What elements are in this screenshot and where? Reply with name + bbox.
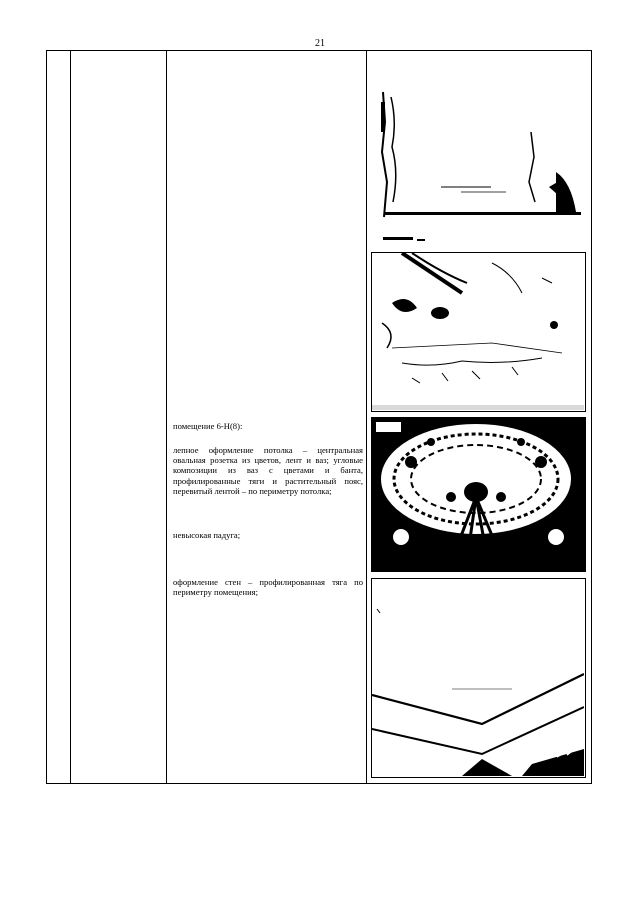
cove-description: невысокая падуга; <box>173 530 241 540</box>
wall-corner-photo <box>371 62 586 250</box>
ceiling-rosette-photo <box>371 417 586 572</box>
page-number: 21 <box>315 38 325 49</box>
ceiling-decoration-description: лепное оформление потолка – центральная овальная розетка из цветов, лент и ваз; угловые композиции из ваз с цветами и банта, профилированные тяги и растительный пояс, перевитый лентой – по периметру потолка; <box>173 445 363 496</box>
column-divider <box>366 51 367 783</box>
wall-cornice-photo <box>371 578 586 778</box>
wall-decoration-description: оформление стен – профилированная тяга по периметру помещения; <box>173 577 363 598</box>
room-title: помещение 6-Н(8): <box>173 421 243 431</box>
column-divider <box>70 51 71 783</box>
ceiling-corner-composition-photo <box>371 252 586 412</box>
column-divider <box>166 51 167 783</box>
